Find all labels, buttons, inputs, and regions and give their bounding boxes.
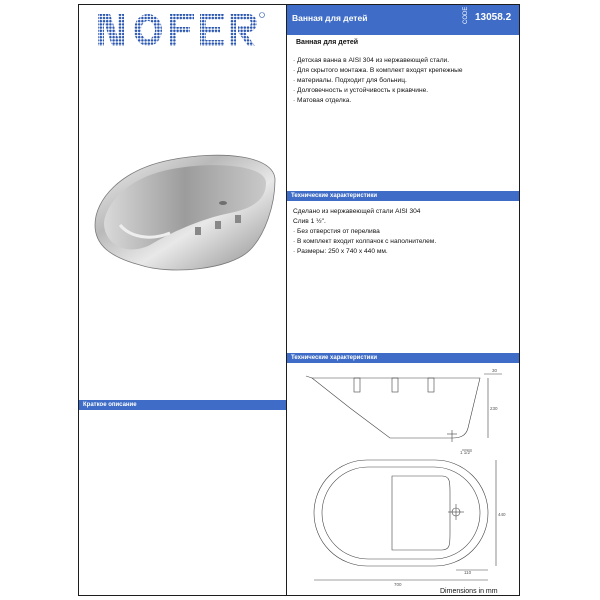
description-line: · Долговечность и устойчивость к ржавчине. bbox=[293, 87, 429, 94]
drawing-section-header: Технические характеристики bbox=[287, 353, 519, 363]
code-label: CODE bbox=[463, 6, 469, 24]
dim-height: 230 bbox=[490, 406, 498, 411]
spec-line: · В комплект входит колпачок с наполнителем. bbox=[293, 238, 437, 245]
description-line: · материалы. Подходит для больниц. bbox=[293, 77, 407, 84]
short-description-header: Краткое описание bbox=[79, 400, 286, 410]
spec-line: Слив 1 ½". bbox=[293, 218, 326, 225]
description-line: · Для скрытого монтажа. В комплект входят крепежные bbox=[293, 67, 463, 74]
dim-drain: 1 1/2" bbox=[460, 450, 472, 455]
dim-offset: 110 bbox=[464, 570, 472, 575]
specs-list bbox=[293, 207, 436, 257]
nofer-logo bbox=[96, 10, 266, 50]
dim-length: 700 bbox=[394, 582, 402, 587]
description-list bbox=[293, 56, 463, 106]
spec-line: Сделано из нержавеющей стали AISI 304 bbox=[293, 208, 421, 215]
technical-drawing bbox=[292, 364, 520, 594]
product-code: 13058.2 bbox=[475, 12, 512, 23]
bathtub-photo bbox=[90, 145, 280, 285]
header-title: Ванная для детей bbox=[292, 13, 368, 23]
dimensions-caption: Dimensions in mm bbox=[440, 588, 498, 595]
column-divider bbox=[286, 4, 287, 596]
description-line: · Матовая отделка. bbox=[293, 97, 352, 104]
spec-line: · Без отверстия от перелива bbox=[293, 228, 380, 235]
dim-width: 440 bbox=[498, 512, 506, 517]
description-line: · Детская ванна в AISI 304 из нержавеющей стали. bbox=[293, 57, 450, 64]
dim-top: 30 bbox=[492, 368, 498, 373]
spec-line: · Размеры: 250 x 740 x 440 мм. bbox=[293, 248, 388, 255]
specs-section-header: Технические характеристики bbox=[287, 191, 519, 201]
product-subtitle: Ванная для детей bbox=[296, 39, 359, 46]
